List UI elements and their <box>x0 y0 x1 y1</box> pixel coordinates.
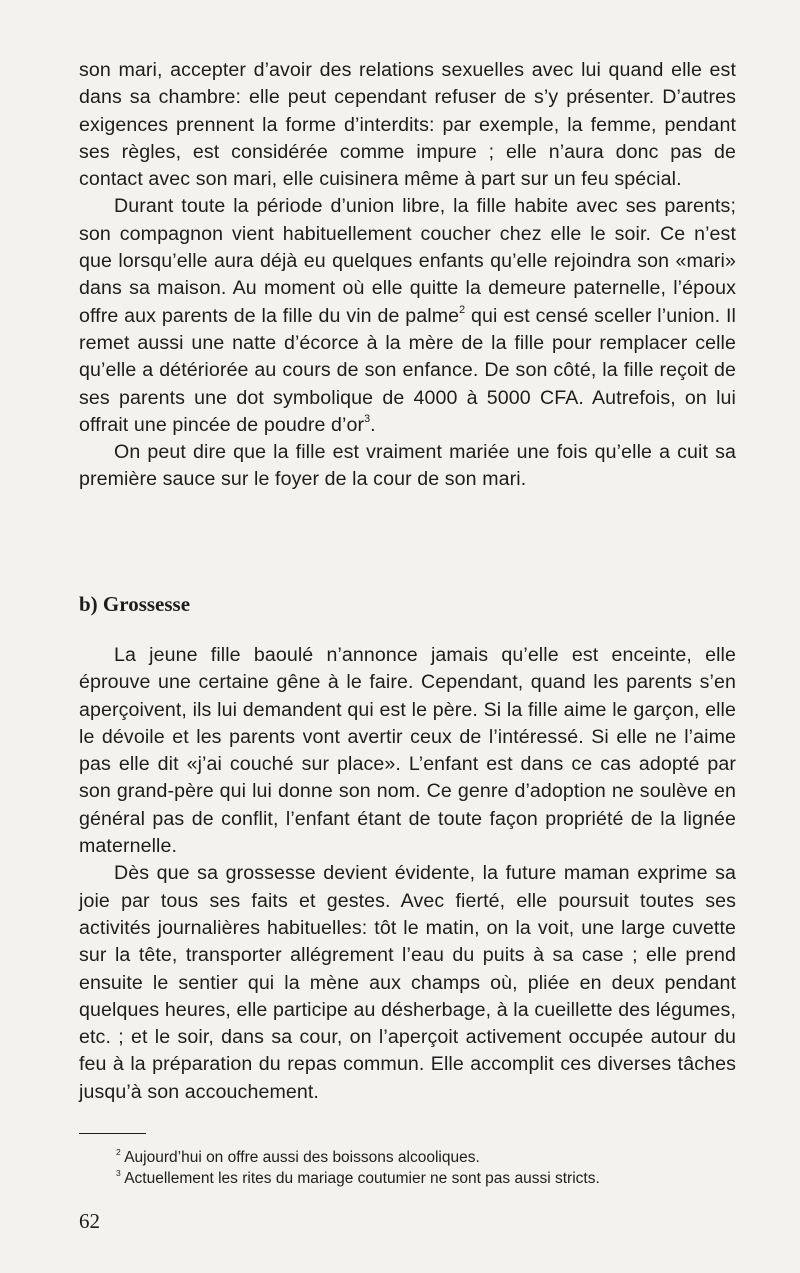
footnote: $^2$ Aujourd’hui on offre aussi des boissons alcooliques. <box>116 1147 480 1166</box>
paragraph: Durant toute la période d’union libre, la fille habite avec ses parents; son compagnon vient habituellement coucher chez elle le soir. Ce n’est que lorsqu’elle aura déjà eu quelques enfants qu’elle rejoindra son «mari» dans sa maison. Au moment où elle quitte la demeure paternelle, l’époux offre aux parents de la fille du vin de palme$^2$ qui est censé sceller l’union. Il remet aussi une natte d’écorce à la mère de la fille pour remplacer celle qu’elle a détériorée au cours de son enfance. De son côté, la fille reçoit de ses parents une dot symbolique de 4000 à 5000 CFA. Autrefois, on lui offrait une pincée de poudre $d’or^3$. <box>79 195 736 436</box>
paragraph: On peut dire que la fille est vraiment mariée une fois qu’elle a cuit sa première sauce sur le foyer de la cour de son mari. <box>79 441 736 491</box>
page-number: 62 <box>79 1209 100 1233</box>
body-text-top <box>79 57 736 494</box>
paragraph: Dès que sa grossesse devient évidente, la future maman exprime sa joie par tous ses faits et gestes. Avec fierté, elle poursuit toutes ses activités journalières habituelles: tôt le matin, on la voit, une large cuvette sur la tête, transporter allégrement l’eau du puits à sa case ; elle prend ensuite le sentier qui la mène aux champs où, pliée en deux pendant quelques heures, elle participe au désherbage, à la cueillette des légumes, etc. ; et le soir, dans sa cour, on l’aperçoit activement occupée autour du feu à la préparation du repas commun. Elle accomplit ces diverses tâches jusqu’à son accouchement. <box>79 862 736 1103</box>
paragraph: La jeune fille baoulé n’annonce jamais qu’elle est enceinte, elle éprouve une certaine gêne à le faire. Cependant, quand les parents s’en aperçoivent, ils lui demandent qui est le père. Si la fille aime le garçon, elle le dévoile et les parents vont avertir ceux de l’intéressé. Si elle ne l’aime pas elle dit «j’ai couché sur place». L’enfant est dans ce cas adopté par son grand-père qui lui donne son nom. Ce genre d’adoption ne soulève en général pas de conflit, l’enfant étant de toute façon propriété de la lignée maternelle. <box>79 644 736 858</box>
footnotes <box>116 1147 756 1189</box>
footnote-divider <box>79 1133 146 1134</box>
footnote-ref: 2 <box>459 304 466 317</box>
body-text-bottom <box>79 642 736 1106</box>
section-heading: b) Grossesse <box>79 592 191 616</box>
paragraph: son mari, accepter d’avoir des relations sexuelles avec lui quand elle est dans sa chambre: elle peut cependant refuser de s’y présenter. D’autres exigences prennent la forme d’interdits: par exemple, la femme, pendant ses règles, est considérée comme impure ; elle n’aura donc pas de contact avec son mari, elle cuisinera même à part sur un feu spécial. <box>79 59 736 191</box>
footnote-ref: 3 <box>364 413 371 426</box>
footnote: $^3$ Actuellement les rites du mariage coutumier ne sont pas aussi stricts. <box>116 1168 600 1187</box>
